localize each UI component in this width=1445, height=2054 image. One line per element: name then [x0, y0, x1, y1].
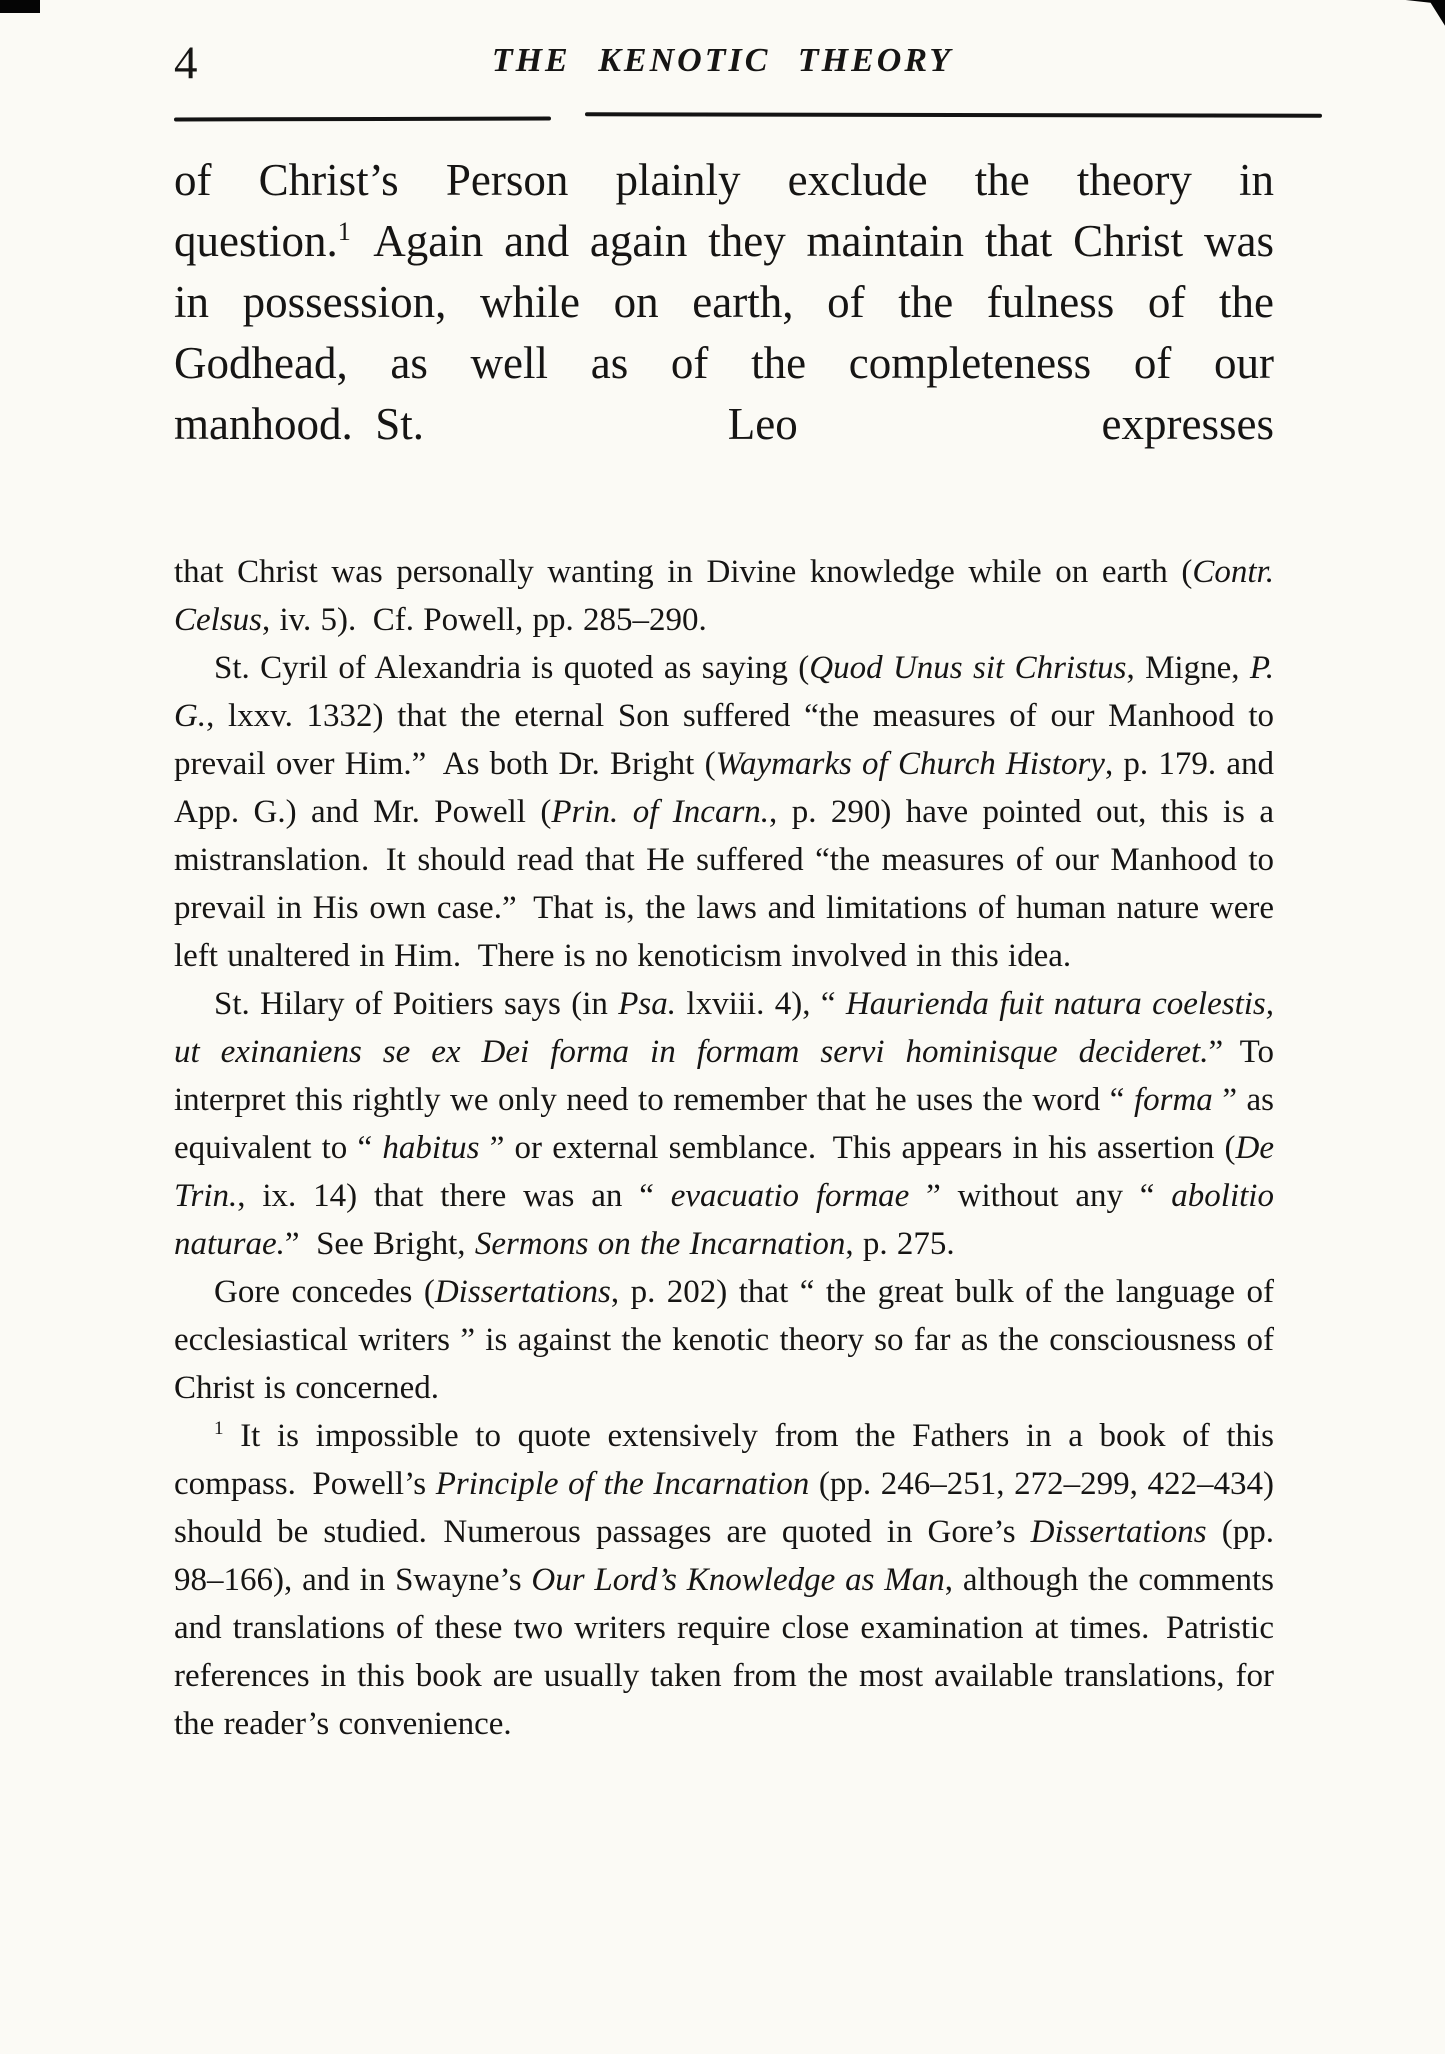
text-segment: , lxxv. 1332) that the eternal Son suffered “the measures of our Manhood to prevail over Him.” As both Dr. Bright (: [174, 698, 1274, 782]
page-number: 4: [174, 37, 198, 89]
text-segment: ” See Bright,: [284, 1226, 475, 1262]
text-segment: St. Hilary of Poitiers says (in: [214, 986, 619, 1022]
text-segment: , iv. 5). Cf. Powell, pp. 285–290.: [262, 602, 707, 638]
text-segment: St. Cyril of Alexandria is quoted as saying (: [214, 650, 810, 686]
text-segment: Quod Unus sit Christus: [809, 650, 1127, 686]
text-segment: forma: [1133, 1082, 1213, 1118]
text-segment: ” To interpret this rightly we only need to remember that he uses the word “: [174, 1034, 1274, 1118]
text-segment: Waymarks of Church History: [715, 746, 1105, 782]
text-segment: of Christ’s Person plainly exclude the theory in question.: [174, 155, 1274, 266]
text-segment: Dissertations: [434, 1274, 611, 1310]
text-segment: , ix. 14) that there was an “: [237, 1178, 671, 1214]
header-rule-left-segment: [174, 117, 551, 122]
text-segment: ” as equivalent to “: [174, 1082, 1274, 1166]
text-segment: lxviii. 4), “: [676, 986, 846, 1022]
header-rule: [174, 112, 1322, 121]
text-segment: (pp. 246–251, 272–299, 422–434) should be studied. Numerous passages are quoted in Gore’s: [174, 1466, 1275, 1550]
text-segment: habitus: [382, 1130, 480, 1166]
text-segment: P. G.: [174, 650, 1275, 734]
header-rule-gap: [551, 112, 585, 113]
text-segment: , p. 179. and App. G.) and Mr. Powell (: [174, 746, 1274, 830]
text-segment: De Trin.: [174, 1130, 1274, 1214]
scan-artifact-top-left: [0, 0, 40, 13]
text-segment: , p. 290) have pointed out, this is a mistranslation. It should read that He suffered “the measures of our Manhood to prevail in His own case.” That is, the laws and limitations of human nature were left unaltered in Him. There is no kenoticism involved in this idea.: [174, 794, 1274, 974]
scan-artifact-top-right: [1397, 0, 1445, 28]
text-segment: ” without any “: [909, 1178, 1172, 1214]
text-segment: Psa.: [618, 986, 677, 1022]
text-segment: It is impossible to quote extensively from the Fathers in a book of this compass. Powell’s: [174, 1418, 1274, 1502]
footnote-paragraph: [174, 1412, 1274, 1748]
text-segment: Principle of the Incarnation: [435, 1466, 810, 1502]
running-header-title: THE KENOTIC THEORY: [491, 42, 954, 79]
footnote-marker: 1: [337, 217, 351, 246]
text-segment: , p. 275.: [845, 1226, 955, 1262]
footnotes-section: [174, 548, 1274, 1748]
text-segment: Dissertations: [1030, 1514, 1207, 1550]
text-segment: Haurienda fuit natura coelestis, ut exinaniens se ex Dei forma in formam servi hominisque decideret.: [174, 986, 1274, 1070]
footnote-paragraph: [174, 644, 1274, 980]
footnote-paragraph: [174, 1268, 1274, 1412]
text-segment: Contr. Celsus: [174, 554, 1274, 638]
header-rule-right-segment: [585, 112, 1322, 118]
text-segment: that Christ was personally wanting in Divine knowledge while on earth (: [174, 554, 1193, 590]
main-body-paragraph: [174, 150, 1274, 455]
text-segment: , p. 202) that “ the great bulk of the language of ecclesiastical writers ” is against the kenotic theory so far as the consciousness of Christ is concerned.: [174, 1274, 1274, 1406]
text-segment: Again and again they maintain that Christ was in possession, while on earth, of the fulness of the Godhead, as well as of the completeness of our manhood. St. Leo expresses: [174, 216, 1274, 449]
footnote-paragraph: [174, 980, 1274, 1268]
text-segment: abolitio naturae.: [174, 1178, 1274, 1262]
text-segment: Sermons on the Incarnation: [474, 1226, 846, 1262]
footnote-paragraph: [174, 548, 1274, 644]
text-segment: Gore concedes (: [214, 1274, 435, 1310]
text-segment: , Migne,: [1126, 650, 1250, 686]
text-segment: Our Lord’s Knowledge as Man: [531, 1562, 945, 1598]
text-segment: evacuatio formae: [670, 1178, 910, 1214]
text-segment: , although the comments and translations of these two writers require close examination at times. Patristic references in this book are usually taken from the most available translations, for the reader’s convenience.: [174, 1562, 1274, 1742]
text-segment: ” or external semblance. This appears in his assertion (: [479, 1130, 1236, 1166]
text-segment: (pp. 98–166), and in Swayne’s: [174, 1514, 1274, 1598]
text-segment: Prin. of Incarn.: [551, 794, 770, 830]
footnote-marker: 1: [214, 1418, 224, 1439]
